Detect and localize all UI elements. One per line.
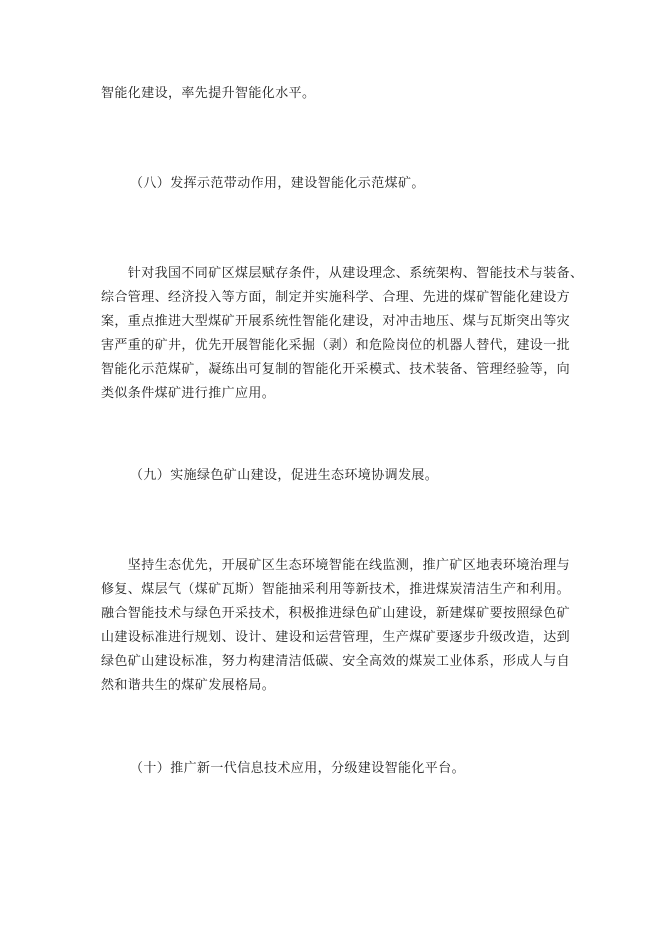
paragraph-line: 智能化示范煤矿，凝练出可复制的智能化开采模式、技术装备、管理经验等，向	[101, 362, 571, 377]
paragraph-line: 坚持生态优先，开展矿区生态环境智能在线监测，推广矿区地表环境治理与	[101, 558, 571, 573]
paragraph-line: 案，重点推进大型煤矿开展系统性智能化建设，对冲击地压、煤与瓦斯突出等灾	[101, 314, 571, 329]
paragraph-line: 绿色矿山建设标准，努力构建清洁低碳、安全高效的煤炭工业体系，形成人与自	[101, 654, 571, 669]
paragraph-line: 针对我国不同矿区煤层赋存条件，从建设理念、系统架构、智能技术与装备、	[101, 266, 584, 281]
paragraph-line: 修复、煤层气（煤矿瓦斯）智能抽采利用等新技术，推进煤炭清洁生产和利用。	[101, 582, 571, 597]
paragraph-line: 类似条件煤矿进行推广应用。	[101, 386, 276, 401]
paragraph-line: 然和谐共生的煤矿发展格局。	[101, 678, 276, 693]
intro-tail-line: 智能化建设，率先提升智能化水平。	[101, 86, 316, 101]
paragraph-line: 害严重的矿井，优先开展智能化采掘（剥）和危险岗位的机器人替代，建设一批	[101, 338, 571, 353]
paragraph-line: 综合管理、经济投入等方面，制定并实施科学、合理、先进的煤矿智能化建设方	[101, 290, 571, 305]
section-8-heading: （八）发挥示范带动作用，建设智能化示范煤矿。	[130, 176, 425, 191]
paragraph-line: 融合智能技术与绿色开采技术，积极推进绿色矿山建设，新建煤矿要按照绿色矿	[101, 606, 571, 621]
section-10-heading: （十）推广新一代信息技术应用，分级建设智能化平台。	[130, 761, 466, 776]
paragraph-line: 山建设标准进行规划、设计、建设和运营管理，生产煤矿要逐步升级改造，达到	[101, 630, 571, 645]
section-9-heading: （九）实施绿色矿山建设，促进生态环境协调发展。	[130, 468, 439, 483]
